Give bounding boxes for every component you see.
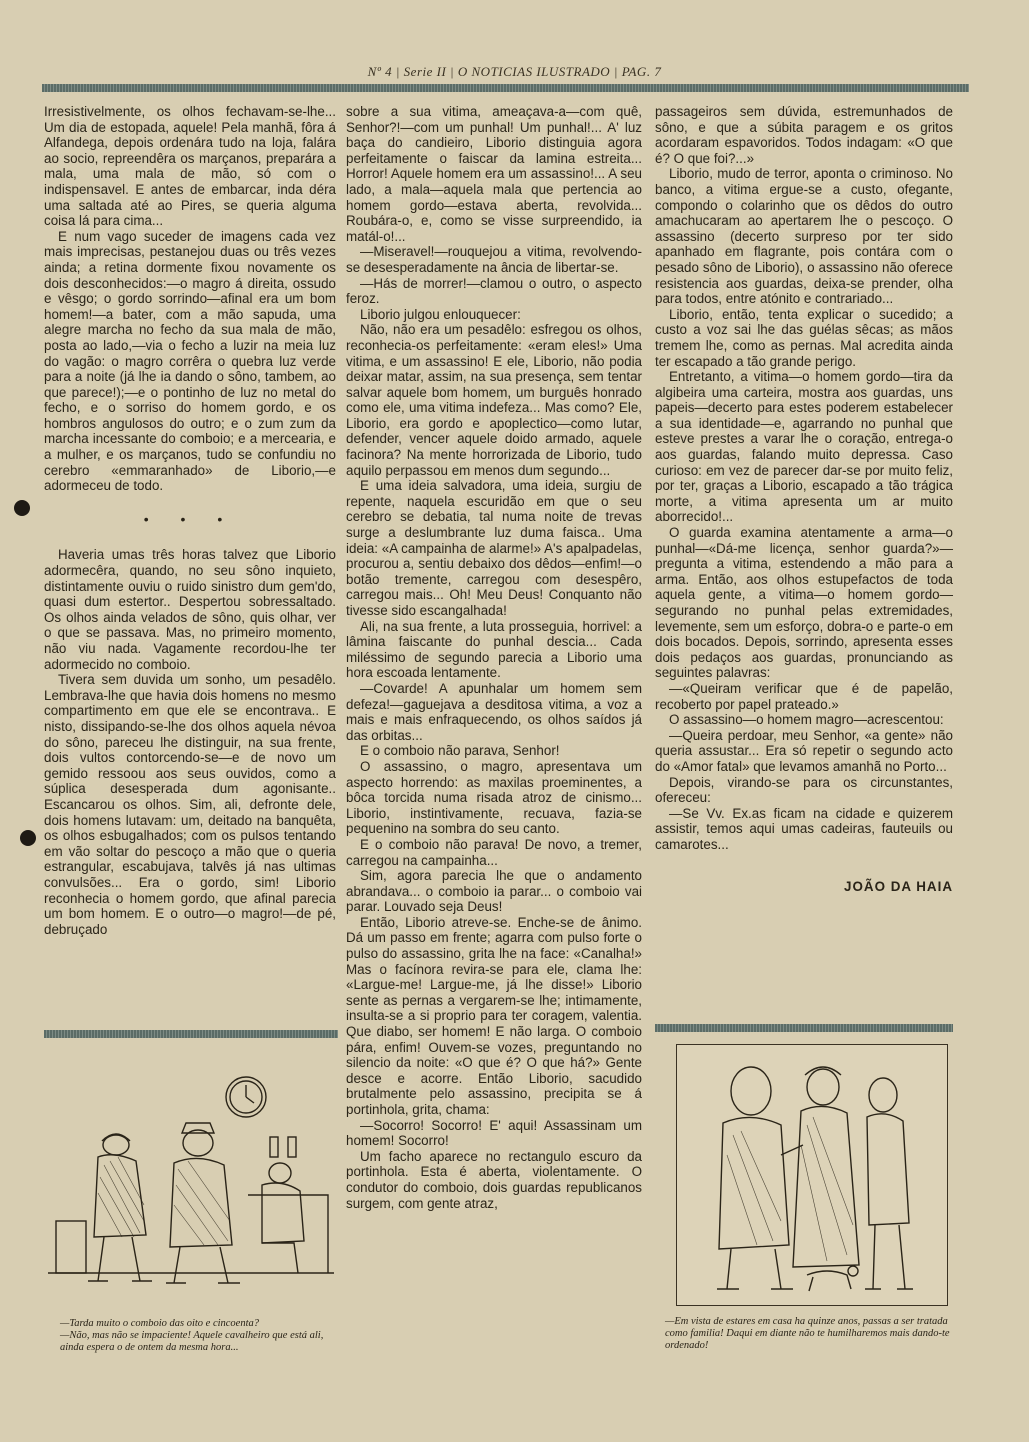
author-signature: JOÃO DA HAIA [844, 878, 953, 894]
paragraph: —Socorro! Socorro! E' aqui! Assassinam um homem! Socorro! [346, 1117, 642, 1149]
paragraph: Entretanto, a vitima—o homem gordo—tira da algibeira uma carteira, mostra aos guardas, uns papeis—decerto para estes poderem estabelecer a sua identidade—e, agarrando no punhal que esteve prestes a varar lhe o coração, entrega-o aos guardas, falando muito depressa. Caso curioso: em vez de parecer dar-se por muito feliz, por ter, graças a Liborio, escapado a tão trágica morte, a vitima apresenta um ar muito aborrecido!... [655, 369, 953, 525]
binding-hole [20, 830, 36, 846]
paragraph: O assassino, o magro, apresentava um aspecto horrendo: as maxilas proeminentes, a bôca torcida numa risada atroz de cinismo... Liborio, instintivamente, recuava, fazia-se pequenino na sombra do seu canto. [346, 758, 642, 837]
article-column-2 [346, 104, 642, 1211]
paragraph: —Queira perdoar, meu Senhor, «a gente» não queria assustar... Era só repetir o segundo acto do «Amor fatal» que levamos amanhã no Porto... [655, 727, 953, 774]
caption-line: —Tarda muito o comboio das oito e cincoenta? [60, 1318, 260, 1329]
cartoon-rule-right [655, 1024, 953, 1032]
page-header: Nº 4 | Serie II | O NOTICIAS ILUSTRADO | PAG. 7 [367, 64, 662, 79]
paragraph: —Miseravel!—rouquejou a vitima, revolvendo-se desesperadamente na ância de libertar-se. [346, 244, 642, 275]
binding-hole [14, 500, 30, 516]
paragraph: Liborio, então, tenta explicar o sucedido; a custo a voz sai lhe das guélas sêcas; as mãos tremem lhe, como as pernas. Mal acredita ainda ter escapado a tão grande perigo. [655, 306, 953, 369]
paragraph: —Covarde! A apunhalar um homem sem defeza!—gaguejava a desditosa vitima, a voz a mais e mais enfraquecendo, os olhos saídos já das orbitas... [346, 680, 642, 743]
paragraph: Ali, na sua frente, a luta prosseguia, horrivel: a lâmina faiscante do punhal descia... Cada miléssimo de segundo parecia a Liborio uma hora escoada lentamente. [346, 618, 642, 681]
paragraph: Não, não era um pesadêlo: esfregou os olhos, reconhecia-os perfeitamente: «eram eles!» Uma vitima, e um assassino! E ele, Liborio, não podia deixar matar, assim, na sua presença, sem tentar salvar aquele bom homem, um burguês honrado como ele, uma vitima indefeza... Mas como? Ele, Liborio, era gordo e apoplectico—como lutar, defender, vencer aquele doido armado, aquele facinora? Na mente horrorizada de Liborio, tudo aquilo perpassou em menos dum segundo... [346, 322, 642, 478]
paragraph: —Hás de morrer!—clamou o outro, o aspecto feroz. [346, 275, 642, 307]
cartoon-right-caption: —Em vista de estares em casa ha quinze anos, passas a ser tratada como familia! Daqui em diante não te humilharemos mais dando-te ordenado! [665, 1316, 950, 1351]
paragraph: Liborio, mudo de terror, aponta o criminoso. No banco, a vitima ergue-se a custo, ofegante, compondo o colarinho que os dêdos do outro amachucaram ao apertarem lhe o pescoço. O assassino (decerto surpreso por ter sido apanhado em flagrante, pois contára com o pesado sôno de Liborio), o assassino não oferece resistencia aos guardas, deixa-se prender, olha para todos, entre atónito e contrariado... [655, 166, 953, 307]
paragraph: Sim, agora parecia lhe que o andamento abrandava... o comboio ia parar... o comboio vai parar. Louvado seja Deus! [346, 868, 642, 915]
cartoon-household-drawing [677, 1045, 947, 1305]
article-column-1 [44, 104, 336, 937]
article-column-3 [655, 104, 953, 894]
paragraph: sobre a sua vitima, ameaçava-a—com quê, Senhor?!—com um punhal! Um punhal!... A' luz baça do candieiro, Liborio distinguia agora perfeitamente o faiscar da lamina estreita... Horror! Aquele homem era um assassino!... A seu lado, a mala—aquela mala que pertencia ao homem gordo—estava aberta, revolvida... Roubára-o, e, como se visse surpreendido, ia matál-o!... [346, 104, 642, 244]
paragraph: Então, Liborio atreve-se. Enche-se de ânimo. Dá um passo em frente; agarra com pulso forte o pulso do assassino, grita lhe na face: «Canalha!» Mas o facínora revira-se para ele, clama lhe: «Largue-me! Largue-me, já lhe disse!» Liborio sente as pernas a vergarem-se lhe; intimamente, insulta-se a si proprio para ter coragem, valentia. Que diabo, ser homem! E não larga. O comboio pára, enfim! Ouvem-se vozes, preguntando no silencio da noite: «O que é? O que há?» Gente desce e acorre. Então Liborio, sacudido brutalmente pelo assassino, precipita se á portinhola, grita, chama: [346, 914, 642, 1117]
paragraph: —«Queiram verificar que é de papelão, recoberto por papel prateado.» [655, 680, 953, 712]
paragraph: Um facho aparece no rectangulo escuro da portinhola. Esta é aberta, violentamente. O condutor do comboio, dois guardas republicanos surgem, com gente atraz, [346, 1148, 642, 1211]
section-separator: • • • [143, 510, 237, 527]
paragraph: E o comboio não parava, Senhor! [360, 743, 560, 759]
paragraph: E uma ideia salvadora, uma ideia, surgiu de repente, naquela escuridão em que o seu cerebro se debatia, tal numa noite de trevas surge a deslumbrante luz duma faisca.. Uma ideia: «A campainha de alarme!» A's apalpadelas, procurou a, sentiu debaixo dos dêdos—enfim!—o botão tremente, carregou com desespêro, carregou mais... Oh! Meu Deus! Conquanto não tivesse sido escangalhada! [346, 478, 642, 618]
paragraph: E o comboio não parava! De novo, a tremer, carregou na campainha... [346, 836, 642, 868]
paragraph: Depois, virando-se para os circunstantes, ofereceu: [655, 774, 953, 806]
paragraph: Tivera sem duvida um sonho, um pesadêlo. Lembrava-lhe que havia dois homens no mesmo compartimento em que ele se encontrava.. E nisto, dissipando-se-lhe dos olhos aquela névoa do sôno, pareceu lhe distinguir, na sua frente, dois vultos contorcendo-se—e de novo um gemido ressoou aos seus ouvidos, como a súplica desesperada dum agonisante.. Escancarou os olhos. Sim, ali, defronte dele, dois homens lutavam: um, deitado na banquêta, os olhos esbugalhados; com os pulsos tentando em vão soltar do pescoço a mão que o queria estrangular, escabujava, talvês já nas ultimas convulsões... Era o gordo, sim! Liborio reconhecia o homem gordo, que afinal parecia um bom homem. E o outro—o magro!—de pé, debruçado [44, 672, 336, 937]
paragraph: passageiros sem dúvida, estremunhados de sôno, e que a súbita paragem e os gritos acordaram espavoridos. Todos indagam: «O que é? O que foi?...» [655, 104, 953, 166]
cartoon-rule-left [44, 1030, 338, 1038]
header-rule [42, 84, 969, 92]
paragraph: O assassino—o homem magro—acrescentou: [669, 712, 944, 728]
paragraph: Irresistivelmente, os olhos fechavam-se-lhe... Um dia de estopada, aquele! Pela manhã, fôra á Alfandega, depois ordenára tudo na loja, falára ao socio, repreendêra os marçanos, preparára a mala, uma mala de mão, só com o indispensavel. E antes de embarcar, inda déra uma saltada até ao Pires, se queria alguma coisa lá para cima... [44, 104, 336, 229]
paragraph: Liborio julgou enlouquecer: [360, 306, 521, 322]
paragraph: E num vago suceder de imagens cada vez mais imprecisas, pestanejou duas ou três vezes ainda; a retina dormente fixou novamente os dois desconhecidos:—o magro á direita, ossudo e vêsgo; o gordo sorrindo—afinal era um bom homem!—a bater, com a mão sapuda, uma alegre marcha no fecho da sua mala de mão, posta ao lado,—via o fecho a luzir na meia luz do vagão: o magro corrêra o quebra luz verde para a noite (já lhe ia dando o sôno, tambem, ao que parece!);—e o pontinho de luz no metal do fecho, e o sorriso do homem gordo, e os hombros angulosos do outro; e o zum zum da marcha incessante do comboio; e a mercearia, e a mulher, e os marçanos, tudo se confundiu no cerebro «emmaranhado» de Liborio,—e adormeceu de todo. [44, 228, 336, 494]
cartoon-station [48, 1045, 334, 1303]
paragraph: —Se Vv. Ex.as ficam na cidade e quizerem assistir, temos aqui umas cadeiras, fauteuils ou camarotes... [655, 805, 953, 852]
cartoon-left-caption [60, 1318, 340, 1354]
cartoon-household [676, 1044, 948, 1306]
caption-line: —Não, mas não se impaciente! Aquele cavalheiro que está ali, ainda espera o de ontem da mesma hora... [60, 1330, 324, 1353]
cartoon-station-drawing [48, 1045, 334, 1303]
paragraph: O guarda examina atentamente a arma—o punhal—«Dá-me licença, senhor guarda?»—pregunta a vitima, estendendo a mão para a arma. Então, aos olhos estupefactos de toda aquela gente, a vitima—o homem gordo—segurando no punhal pelas extremidades, levemente, sem um esforço, dobra-o e parte-o em dois bocados. Depois, sorrindo, apresenta esses dois pedaços aos guardas, pronunciando as seguintes palavras: [655, 525, 953, 681]
paragraph: Haveria umas três horas talvez que Liborio adormecêra, quando, no seu sôno inquieto, distintamente ouviu o ruido sinistro dum gem'do, quasi dum estertor.. Despertou sobressaltado. Os olhos ainda velados de sôno, quis olhar, ver o que se passava. Mas, no primeiro momento, não viu nada. Vagamente recordou-lhe ter adormecido no comboio. [44, 547, 336, 672]
